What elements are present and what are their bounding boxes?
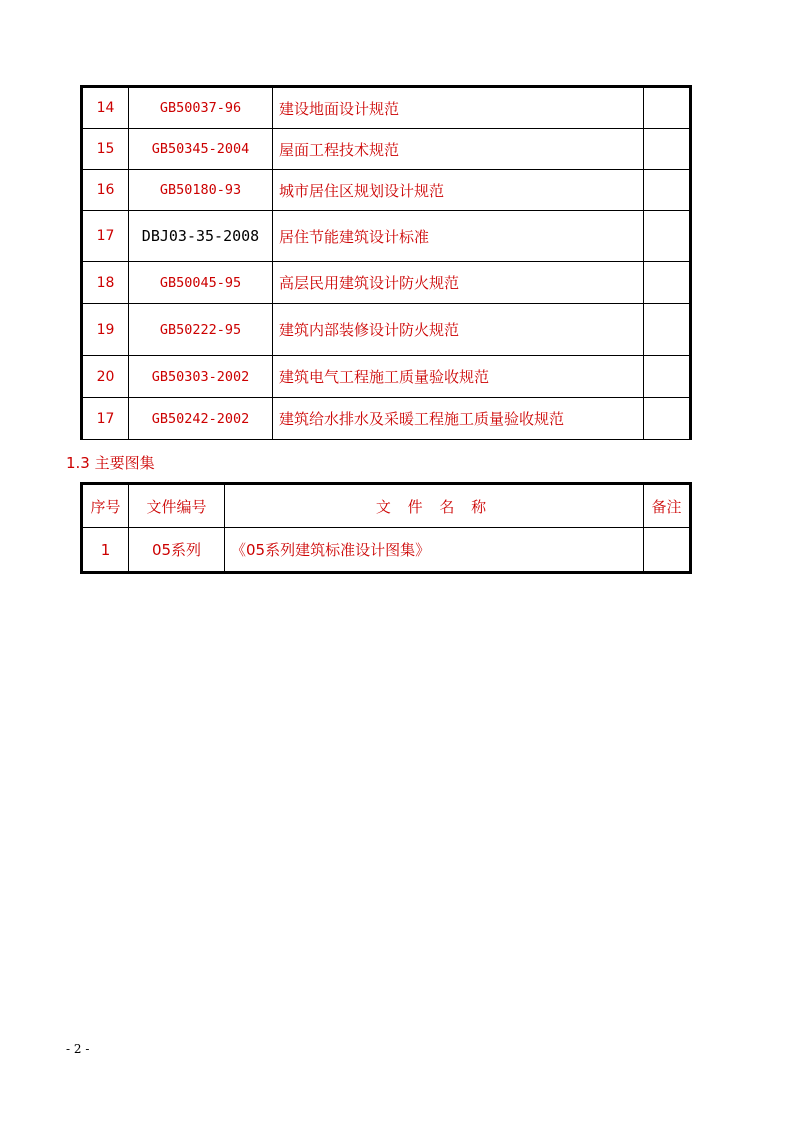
table-row [82, 170, 691, 211]
standard-code: GB50222-95 [129, 304, 273, 356]
standard-name: 高层民用建筑设计防火规范 [273, 262, 644, 304]
atlas-table [80, 482, 692, 574]
header-name: 文 件 名 称 [225, 484, 644, 528]
standard-name: 建筑电气工程施工质量验收规范 [273, 356, 644, 398]
page-number: - 2 - [66, 1042, 90, 1056]
table-row [82, 129, 691, 170]
standard-name: 建筑给水排水及采暖工程施工质量验收规范 [273, 398, 644, 440]
note-cell [644, 398, 691, 440]
table-row [82, 304, 691, 356]
table-row [82, 262, 691, 304]
row-number: 15 [82, 129, 129, 170]
note-cell [644, 262, 691, 304]
row-number: 1 [82, 528, 129, 573]
standard-name: 屋面工程技术规范 [273, 129, 644, 170]
row-number: 16 [82, 170, 129, 211]
standard-code: GB50037-96 [129, 87, 273, 129]
header-number: 序号 [82, 484, 129, 528]
atlas-name: 《05系列建筑标准设计图集》 [225, 528, 644, 573]
standards-table [80, 85, 692, 440]
standard-name: 城市居住区规划设计规范 [273, 170, 644, 211]
table-row [82, 87, 691, 129]
note-cell [644, 129, 691, 170]
row-number: 19 [82, 304, 129, 356]
standard-code: GB50242-2002 [129, 398, 273, 440]
atlas-code: 05系列 [129, 528, 225, 573]
standard-name: 居住节能建筑设计标准 [273, 211, 644, 262]
table-row [82, 528, 691, 573]
note-cell [644, 304, 691, 356]
row-number: 17 [82, 211, 129, 262]
note-cell [644, 211, 691, 262]
table-row [82, 356, 691, 398]
row-number: 18 [82, 262, 129, 304]
standard-code: GB50180-93 [129, 170, 273, 211]
standard-code: GB50303-2002 [129, 356, 273, 398]
standard-code: GB50345-2004 [129, 129, 273, 170]
section-heading: 1.3 主要图集 [66, 454, 155, 472]
note-cell [644, 87, 691, 129]
standard-code: DBJ03-35-2008 [129, 211, 273, 262]
note-cell [644, 356, 691, 398]
header-code: 文件编号 [129, 484, 225, 528]
standard-name: 建设地面设计规范 [273, 87, 644, 129]
standard-code: GB50045-95 [129, 262, 273, 304]
note-cell [644, 170, 691, 211]
row-number: 14 [82, 87, 129, 129]
standard-name: 建筑内部装修设计防火规范 [273, 304, 644, 356]
row-number: 17 [82, 398, 129, 440]
note-cell [644, 528, 691, 573]
row-number: 20 [82, 356, 129, 398]
header-note: 备注 [644, 484, 691, 528]
table-row [82, 211, 691, 262]
table-header-row [82, 484, 691, 528]
table-row [82, 398, 691, 440]
